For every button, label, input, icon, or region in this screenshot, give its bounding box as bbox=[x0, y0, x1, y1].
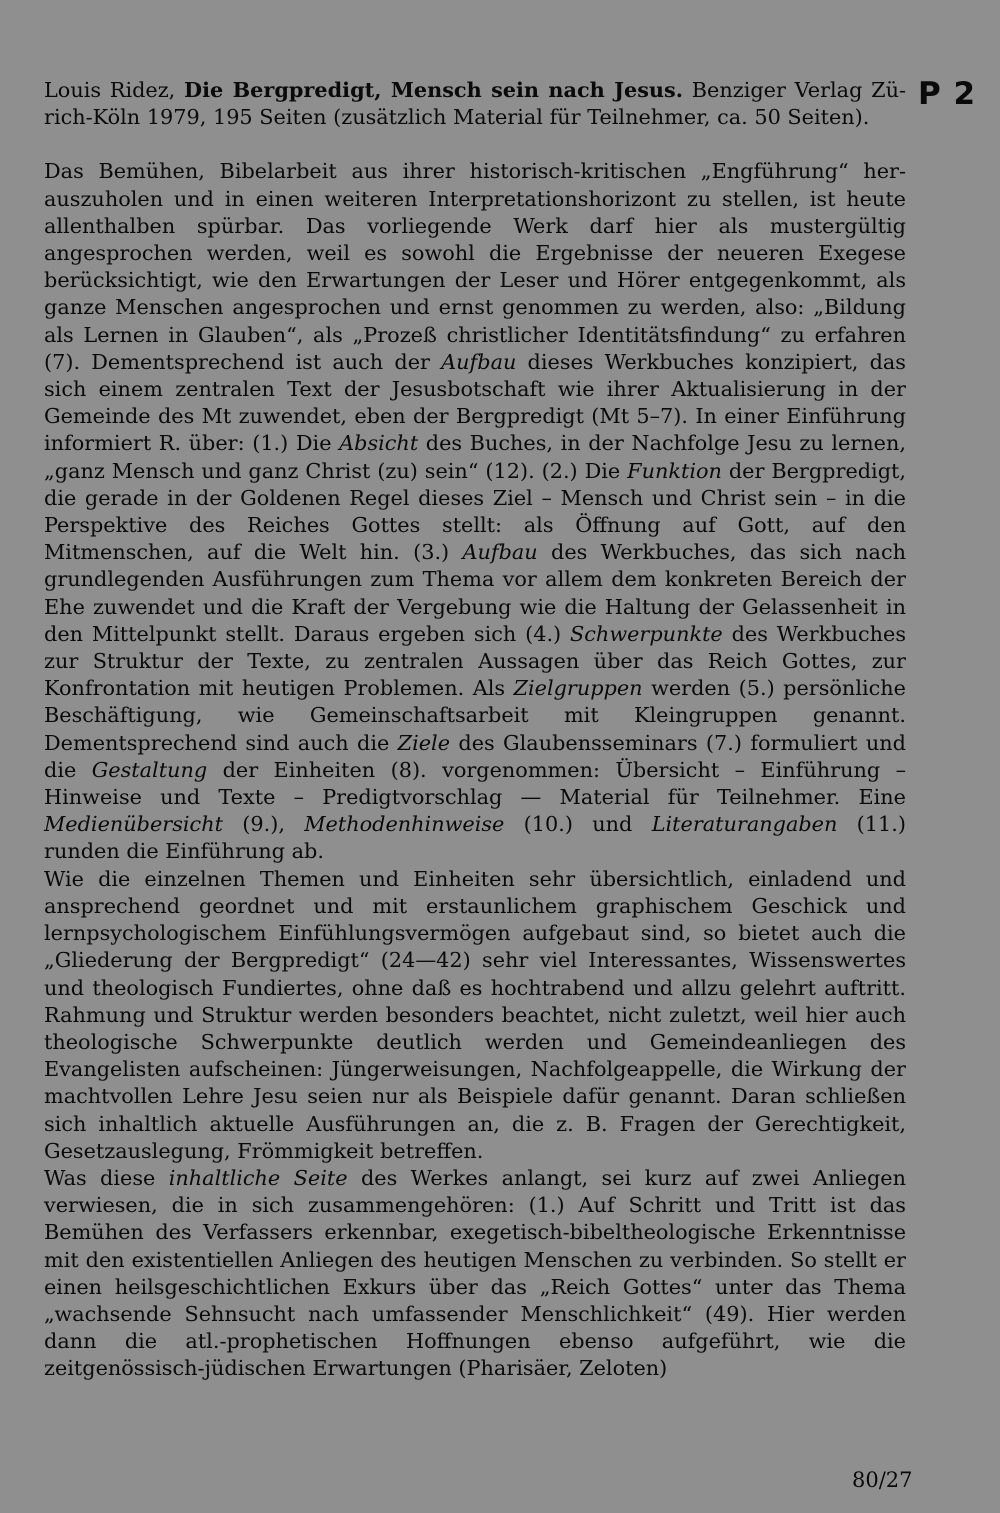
emphasis: Zielgruppen bbox=[513, 676, 643, 701]
book-title: Die Bergpredigt, Mensch sein nach Jesus. bbox=[184, 77, 684, 102]
text-run: (9.), bbox=[222, 812, 305, 837]
emphasis: Aufbau bbox=[441, 349, 517, 374]
text-run: (11.) runden die Einführung ab. bbox=[44, 812, 906, 864]
emphasis: Literaturangaben bbox=[651, 812, 838, 837]
emphasis: Gestaltung bbox=[91, 757, 208, 782]
emphasis: Absicht bbox=[339, 431, 419, 456]
text-run: des Werkbuches, das sich nach grundlegenden Ausführungen zum Thema vor allem dem konkreten Bereich der Ehe zuwendet und die Kraft der Vergebung wie die Haltung der Gelassenheit in den Mittelpunkt stellt. Daraus ergeben sich (4.) bbox=[44, 540, 906, 646]
text-run: des Werkbuches zur Struktur der Texte, zu zentralen Aussagen über das Reich Gottes, zur Konfrontation mit heutigen Problemen. Als bbox=[44, 621, 906, 701]
text-run: der Einheiten (8). vorgenommen: Übersicht – Einführung – Hinweise und Texte – Predigtvorschlag — Material für Teilnehmer. Eine bbox=[44, 757, 906, 810]
paragraph-2: Wie die einzelnen Themen und Einheiten sehr übersichtlich, einladend und ansprechend geordnet und mit erstaunlichem graphischem Geschick und lernpsychologischem Einfühlungsvermögen aufgebaut sind, so bietet auch die „Gliederung der Bergpredigt“ (24—42) sehr viel Interessantes, Wissenswertes und theologisch Fundiertes, ohne daß es hochtrabend und allzu gelehrt auftritt. Rahmung und Struktur werden besonders beachtet, nicht zuletzt, weil hier auch theologische Schwerpunkte deutlich werden und Gemeindeanliegen des Evangelisten aufscheinen: Jüngerweisungen, Nachfolgeappelle, die Wirkung der machtvollen Lehre Jesu seien nur als Beispiele dafür genannt. Daran schließen sich inhaltlich aktuelle Ausführungen an, die z. B. Fragen der Gerechtigkeit, Gesetzauslegung, Frömmigkeit betreffen. bbox=[44, 866, 906, 1163]
bibliography-entry bbox=[44, 76, 906, 131]
section-marker: P 2 bbox=[918, 76, 977, 112]
text-run: dieses Werkbuches konzipiert, das sich einem zentralen Text der Jesusbotschaft wie ihrer Aktualisierung in der Gemeinde des Mt zuwendet, eben der Bergpredigt (Mt 5–7). In einer Einführung informiert R. über: (1.) Die bbox=[44, 349, 906, 456]
text-run: Das Bemühen, Bibelarbeit aus ihrer historisch-kritischen „Engführung“ herauszuholen und in einen weiteren Interpretationshorizont zu stellen, ist heute allenthalben spürbar. Das vorliegende Werk darf hier als mustergültig angesprochen werden, weil es sowohl die Ergebnisse der neueren Exegese berücksichtigt, wie den Erwartungen der Leser und Hörer entgegenkommt, als ganze Menschen angesprochen und ernst genommen zu werden, also: „Bildung als Lernen in Glauben“, als „Prozeß christlicher Identitätsfindung“ zu erfahren (7). Dementsprechend ist auch der bbox=[44, 159, 906, 374]
emphasis: Ziele bbox=[397, 730, 451, 755]
text-run: (10.) und bbox=[504, 812, 652, 837]
emphasis: Schwerpunkte bbox=[570, 621, 723, 646]
text-run: des Buches, in der Nachfolge Jesu zu lernen, „ganz Mensch und ganz Christ (zu) sein“ (12). (2.) Die bbox=[44, 431, 906, 483]
book-details: Benziger Verlag Zürich-Köln 1979, 195 Seiten (zusätzlich Material für Teilnehmer, ca. 50 Seiten). bbox=[44, 78, 906, 130]
emphasis: Methodenhinweise bbox=[304, 812, 505, 837]
emphasis: Funktion bbox=[627, 458, 722, 483]
text-run: Was diese bbox=[44, 1165, 169, 1190]
text-run: der Bergpredigt, die gerade in der Goldenen Regel dieses Ziel – Mensch und Christ sein – in die Perspektive des Reiches Gottes stellt: als Öffnung auf Gott, auf den Mitmenschen, auf die Welt hin. (3.) bbox=[44, 458, 906, 565]
paragraph-3 bbox=[44, 1165, 906, 1383]
emphasis: Aufbau bbox=[462, 540, 538, 565]
page-number: 80/27 bbox=[852, 1468, 913, 1492]
emphasis: Medienübersicht bbox=[44, 812, 223, 837]
review-text bbox=[44, 76, 906, 1383]
text-run: werden (5.) persönliche Beschäftigung, wie Gemeinschaftsarbeit mit Kleingruppen genannt. Dementsprechend sind auch die bbox=[44, 676, 906, 755]
book-author: Louis Ridez, bbox=[44, 78, 185, 102]
paragraph-1 bbox=[44, 158, 906, 865]
text-run: des Werkes anlangt, sei kurz auf zwei Anliegen verwiesen, die in sich zusammengehören: (1.) Auf Schritt und Tritt ist das Bemühen des Verfassers erkennbar, exegetisch-bibeltheologische Erkenntnisse mit den existentiellen Anliegen des heutigen Menschen zu verbinden. So stellt er einen heilsgeschichtlichen Exkurs über das „Reich Gottes“ unter das Thema „wachsende Sehnsucht nach umfassender Menschlichkeit“ (49). Hier werden dann die atl.-prophetischen Hoffnungen ebenso aufgeführt, wie die zeitgenössisch-jüdischen Erwartungen (Pharisäer, Zeloten) bbox=[44, 1165, 906, 1381]
emphasis: inhaltliche Seite bbox=[168, 1165, 348, 1190]
text-run: des Glaubensseminars (7.) formuliert und die bbox=[44, 730, 906, 782]
